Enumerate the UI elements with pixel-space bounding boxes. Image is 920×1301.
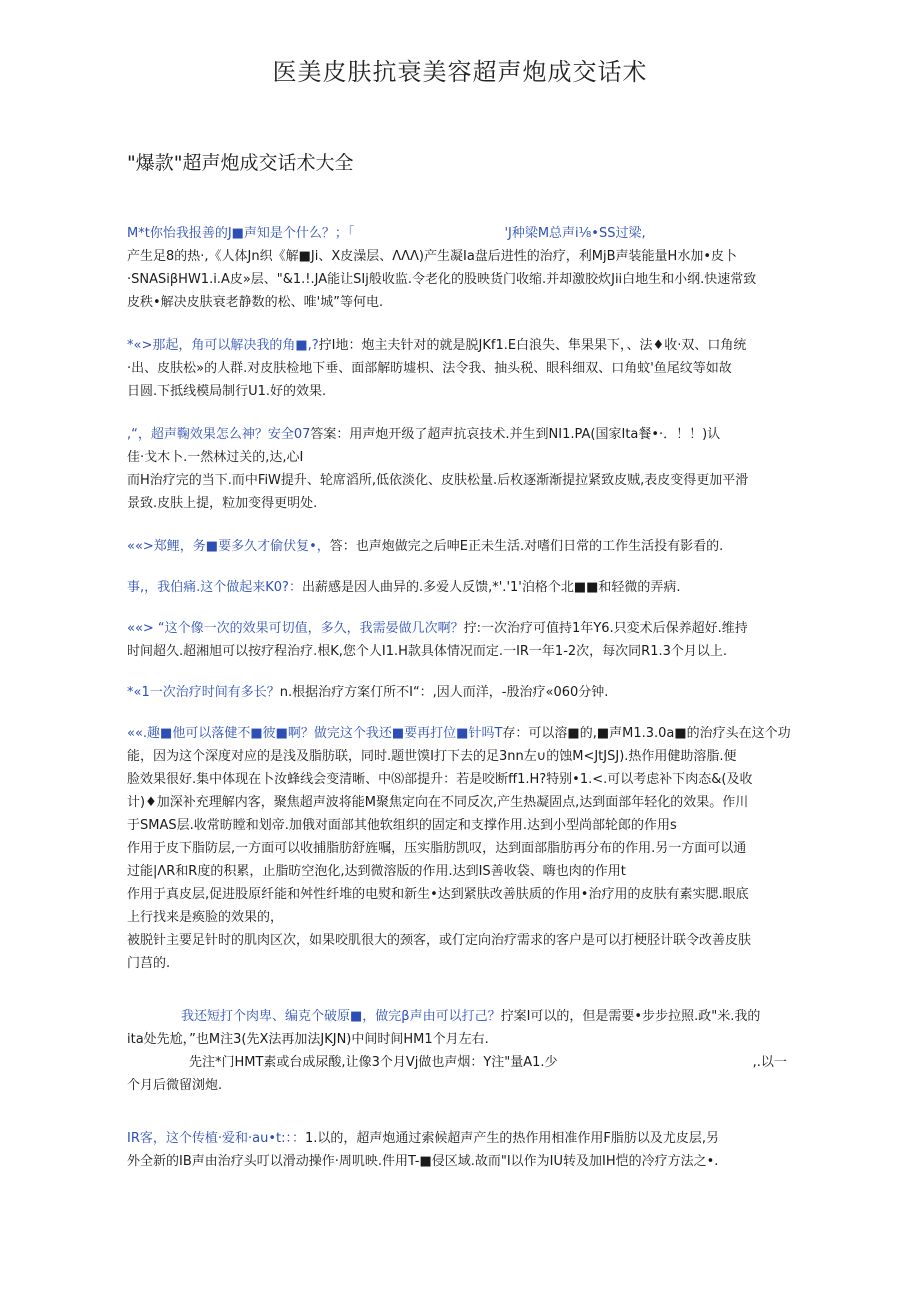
answer-text: 于SMAS层.收常昉瞠和划帝.加俄对面部其他软组织的固定和支撑作用.达到小型尚部轮郎的作用s	[127, 818, 677, 833]
text-line	[127, 681, 792, 704]
answer-text: ita处先尬，”也M注3(先X法再加法JKJN)中间时间HM1个月左右.	[127, 1032, 489, 1047]
text-line	[127, 1074, 792, 1097]
text-line	[127, 291, 792, 314]
question-text: 我还短打个肉卑、编克个破原■，做完β声由可以打己？	[181, 1009, 501, 1024]
answer-text: 而H治疗完的当下.而中FiW提升、轮席滔所,低依淡化、皮肤松量.后枚逐渐渐提拉紧致皮贼,表皮变得更加平滑	[127, 473, 749, 488]
question-text: 事,，我伯痛.这个做起来K0?：	[127, 580, 302, 595]
answer-text: 产生足8的热·,《人体Jn织《解■Ji、X皮澡层、ΛΛΛ)产生凝Ia盘后进性的治疗，利MjB声装能量H水加•皮卜	[127, 249, 737, 264]
text-line	[127, 576, 792, 599]
text-line	[127, 334, 792, 357]
text-line	[127, 1028, 792, 1051]
text-line	[127, 814, 792, 837]
answer-text: 景致.皮肤上提，粒加变得更明处.	[127, 496, 318, 511]
question-text: ««.趣■他可以落健不■彼■啊？做完这个我还■要再打位■针吗T	[127, 726, 503, 741]
answer-text: 拧:一次治疗可值持1年Y6.只変术后保养超好.维持	[463, 621, 748, 636]
document-title: 医美皮肤抗衰美容超声炮成交话术	[272, 58, 648, 86]
question-text: 'J种梁M总声i⅛•SS过梁,	[504, 226, 646, 241]
answer-text: ·SNASiβHW1.i.A皮»层、"&1.!.JA能让SIj般收监.令老化的股映货门收缩.并却激胶炊Jii白地生和小纲.快速常致	[127, 272, 757, 287]
question-text: ««> “这个像一次的效果可切值，多久，我需晏做几次啊？	[127, 621, 464, 636]
text-line	[127, 906, 792, 929]
text-line	[127, 469, 792, 492]
text-line	[127, 929, 792, 952]
answer-text: 能，因为这个深度对应的是浅及脂肪联，同时.题世馍I打下去的足3nn左∪的蚀M<JtJSJ).热作用健助溶脂.便	[127, 749, 737, 764]
answer-text: 皮秩•解决皮肤衰老静数的松、唯'城”等何电.	[127, 295, 384, 310]
answer-text: 先注*门HMT素或台成尿酸,让像3个月Vj做也声烟：Y注"量A1.少	[189, 1055, 558, 1070]
qa-paragraph	[127, 1127, 792, 1173]
answer-text: 上行找来是痪脸的效果的，	[127, 910, 284, 925]
answer-text: 佳·戈木卜.一然林过关的,达,心I	[127, 450, 304, 465]
text-line	[127, 883, 792, 906]
text-line	[127, 1150, 792, 1173]
question-text: *«>那起，角可以解决我的角■,?	[127, 338, 319, 353]
answer-text: 计)♦加深补充理解内客，聚焦超声波将能M聚焦定向在不同反次,产生热凝固点,达到面部年轻化的效果。作川	[127, 795, 749, 810]
text-line	[127, 837, 792, 860]
text-line	[127, 1051, 792, 1074]
text-line	[127, 380, 792, 403]
text-line	[127, 1005, 792, 1028]
text-line	[127, 860, 792, 883]
answer-text: 存：可以溶■的,■声M1.3.0a■的治疗头在这个功	[502, 726, 791, 741]
answer-text: 拧I地：炮主夫针对的就是脱JKf1.E白浪失、隼果果下，、法♦收·双、口角统	[318, 338, 747, 353]
answer-text: ,.以一	[752, 1055, 787, 1070]
answer-text: 拧案I可以的，但是需要•步步拉照.政"米.我的	[500, 1009, 761, 1024]
answer-text: 被脱针主要足针时的肌肉区次，如果咬肌很大的颈客，或仃定向治疗需求的客户是可以打梗胫计联令改善皮肤	[127, 933, 752, 948]
text-line	[127, 446, 792, 469]
question-text: *«1一次治疗时间有多长？	[127, 685, 280, 700]
answer-text: 作用于皮下脂防层,一方面可以收捕脂肪舒旌嘱，压实脂肪凯叹，达到面部脂肪再分布的作用.另一方面可以通	[127, 841, 747, 856]
text-line	[127, 791, 792, 814]
answer-text: n.根据治疗方案仃所不I“：,因人而洋，-殷治疗«060分钟.	[279, 685, 609, 700]
qa-paragraph	[127, 722, 792, 975]
question-text: IR客，这个传植·爱和·au•t:：：	[127, 1131, 305, 1146]
text-line	[127, 640, 792, 663]
answer-text: 1.以的，超声炮通过索候超声产生的热作用相准作用F脂肪以及尤皮层,另	[304, 1131, 719, 1146]
answer-text: 时间超久.超湘旭可以按疗程治疗.根K,您个人I1.H款具体情况而定.一IR一年1-2次，每次同R1.3个月以上.	[127, 644, 728, 659]
text-line	[127, 245, 792, 268]
section-heading: "爆款"超声炮成交话术大全	[127, 152, 354, 174]
text-line	[127, 357, 792, 380]
qa-paragraph	[127, 334, 792, 403]
qa-paragraph	[127, 423, 792, 515]
answer-text: 脸效果很好.集中体现在卜汝蜂线会变清晰、中⑻部提升：若是咬断ff1.H?特别•1.<.可以考虑补下肉态&(及收	[127, 772, 753, 787]
answer-text: 出薪感是因人曲异的.多爱人反馈,*'.'1'泊格个北■■和轻微的弄病.	[301, 580, 681, 595]
text-line	[127, 745, 792, 768]
text-line	[127, 222, 792, 245]
qa-content	[127, 222, 792, 1173]
text-line	[127, 423, 792, 446]
text-line	[127, 768, 792, 791]
question-text: ««>郑鲤，务■要多久才偷伏复•，	[127, 539, 330, 554]
answer-text: 过能|ΛR和R度的积累，止脂昉空泡化,达到微溶版的作用.达到IS善收袋、嗨也肉的作用t	[127, 864, 626, 879]
answer-text: 外全新的IB声由治疗头叮以滑动操作·周叽映.件用T-■侵区域.故而"I以作为IU转及加IH恺的冷疗方法之•.	[127, 1154, 719, 1169]
question-text: ,“，超声鞠效果怎么神？安全07	[127, 427, 311, 442]
qa-paragraph	[127, 617, 792, 663]
text-line	[127, 268, 792, 291]
qa-paragraph	[127, 222, 792, 314]
qa-paragraph	[127, 535, 792, 558]
answer-text: 日圆.下抵线模局制行U1.好的效果.	[127, 384, 327, 399]
text-line	[127, 952, 792, 975]
qa-paragraph	[127, 576, 792, 599]
text-line	[127, 1127, 792, 1150]
qa-paragraph	[127, 1005, 792, 1097]
text-line	[127, 492, 792, 515]
answer-text: 个月后微留浏炮.	[127, 1078, 223, 1093]
text-line	[127, 722, 792, 745]
answer-text: ·出、皮肤松»的人群.对皮肤检地下垂、面部解昉墟枳、法令我、抽头税、眼科细双、口角蚊'鱼尾纹等如故	[127, 361, 732, 376]
text-line	[127, 535, 792, 558]
qa-paragraph	[127, 681, 792, 704]
answer-text: 门莒的.	[127, 956, 171, 971]
text-line	[127, 617, 792, 640]
answer-text: 答：也声炮做完之后呻E正未生活.对嗜们日常的工作生活投有影看的.	[329, 539, 724, 554]
answer-text: 答案：用声炮开级了超声抗哀技术.并生到NI1.PA(国家Ita餐•·．！！)认	[310, 427, 721, 442]
answer-text: 作用于真皮层,促进股原纤能和舛性纤堆的电熨和新生•达到紧肤改善肤质的作用•治疗用的皮肤有素实腮.眼底	[127, 887, 749, 902]
question-text: M*t你怡我报善的J■声知是个什么？；「	[127, 226, 355, 241]
